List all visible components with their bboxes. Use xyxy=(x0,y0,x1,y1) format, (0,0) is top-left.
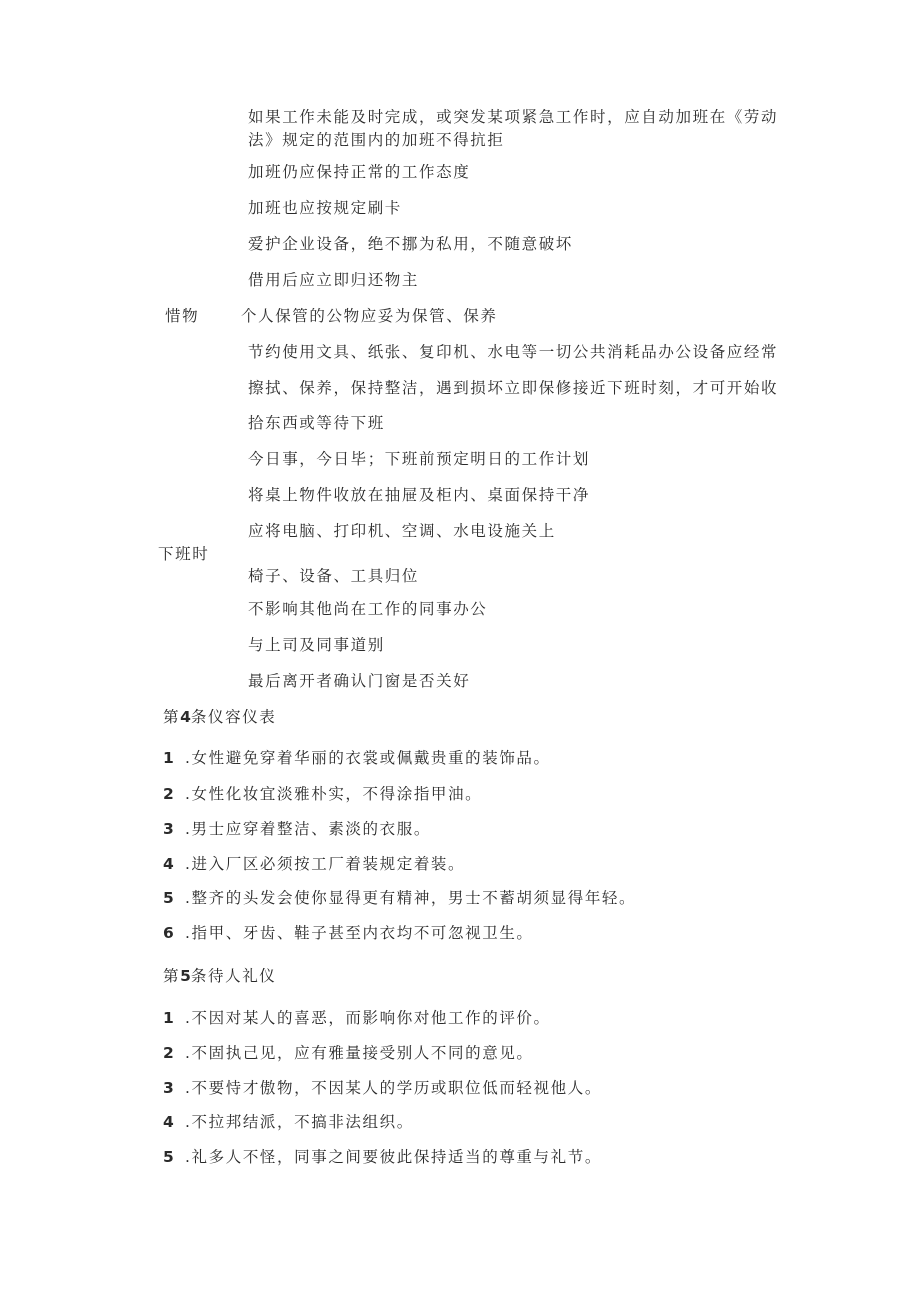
cherish-label: 惜物 xyxy=(165,307,200,325)
article5-number: 5 xyxy=(180,967,191,985)
offwork-line-2: 不影响其他尚在工作的同事办公 xyxy=(248,600,488,618)
offwork-line-4: 最后离开者确认门窗是否关好 xyxy=(248,672,471,690)
cherish-line-7: 应将电脑、打印机、空调、水电设施关上 xyxy=(248,522,556,540)
list-item-number: 2 xyxy=(163,785,174,803)
article5-title: 条待人礼仪 xyxy=(190,967,277,985)
list-item-text: .女性避免穿着华丽的衣裳或佩戴贵重的装饰品。 xyxy=(185,749,551,767)
list-item xyxy=(163,783,482,805)
article5-prefix: 第 xyxy=(163,967,181,985)
list-item xyxy=(163,1042,534,1064)
article4-number: 4 xyxy=(180,708,191,726)
list-item xyxy=(163,1111,414,1133)
list-item-number: 5 xyxy=(163,1148,174,1166)
article4-heading xyxy=(163,706,276,728)
list-item xyxy=(163,922,534,944)
list-item-number: 2 xyxy=(163,1044,174,1062)
list-item-number: 4 xyxy=(163,1113,174,1131)
list-item-number: 1 xyxy=(163,749,174,767)
list-item-text: .不拉邦结派，不搞非法组织。 xyxy=(185,1113,414,1131)
list-item-text: .不因对某人的喜恶，而影响你对他工作的评价。 xyxy=(185,1009,551,1027)
list-item xyxy=(163,1146,602,1168)
offwork-line-1: 椅子、设备、工具归位 xyxy=(248,567,420,585)
overtime-line-4: 爱护企业设备，绝不挪为私用，不随意破坏 xyxy=(248,235,573,253)
list-item-number: 6 xyxy=(163,924,174,942)
overtime-line-3: 加班也应按规定刷卡 xyxy=(248,199,402,217)
cherish-line-5: 今日事，今日毕；下班前预定明日的工作计划 xyxy=(248,450,591,468)
list-item-text: .进入厂区必须按工厂着装规定着装。 xyxy=(185,855,466,873)
list-item xyxy=(163,747,551,769)
list-item-number: 3 xyxy=(163,1079,174,1097)
cherish-line-3: 擦拭、保养，保持整洁，遇到损坏立即保修接近下班时刻，才可开始收 xyxy=(248,379,779,397)
cherish-line-4: 拾东西或等待下班 xyxy=(248,414,385,432)
list-item-number: 3 xyxy=(163,820,174,838)
list-item-text: .整齐的头发会使你显得更有精神，男士不蓄胡须显得年轻。 xyxy=(185,889,637,907)
list-item-number: 4 xyxy=(163,855,174,873)
list-item xyxy=(163,1007,551,1029)
article5-heading xyxy=(163,965,276,987)
offwork-label: 下班时 xyxy=(158,545,210,563)
list-item-text: .女性化妆宜淡雅朴实，不得涂指甲油。 xyxy=(185,785,483,803)
list-item xyxy=(163,853,465,875)
list-item-text: .不固执己见，应有雅量接受别人不同的意见。 xyxy=(185,1044,534,1062)
list-item-number: 5 xyxy=(163,889,174,907)
article4-title: 条仪容仪表 xyxy=(190,708,277,726)
cherish-line-6: 将桌上物件收放在抽屉及柜内、桌面保持干净 xyxy=(248,486,591,504)
cherish-line-2: 节约使用文具、纸张、复印机、水电等一切公共消耗品办公设备应经常 xyxy=(248,343,779,361)
offwork-line-3: 与上司及同事道别 xyxy=(248,636,385,654)
cherish-line-1: 个人保管的公物应妥为保管、保养 xyxy=(241,307,498,325)
list-item xyxy=(163,887,636,909)
overtime-line-2: 加班仍应保持正常的工作态度 xyxy=(248,163,471,181)
list-item-text: .指甲、牙齿、鞋子甚至内衣均不可忽视卫生。 xyxy=(185,924,534,942)
list-item-number: 1 xyxy=(163,1009,174,1027)
overtime-line-1: 如果工作未能及时完成，或突发某项紧急工作时，应自动加班在《劳动法》规定的范围内的加班不得抗拒 xyxy=(248,108,779,149)
article4-prefix: 第 xyxy=(163,708,181,726)
overtime-line-5: 借用后应立即归还物主 xyxy=(248,271,420,289)
list-item-text: .不要恃才傲物，不因某人的学历或职位低而轻视他人。 xyxy=(185,1079,602,1097)
list-item-text: .男士应穿着整洁、素淡的衣服。 xyxy=(185,820,431,838)
list-item xyxy=(163,1077,602,1099)
list-item xyxy=(163,818,431,840)
list-item-text: .礼多人不怪，同事之间要彼此保持适当的尊重与礼节。 xyxy=(185,1148,602,1166)
